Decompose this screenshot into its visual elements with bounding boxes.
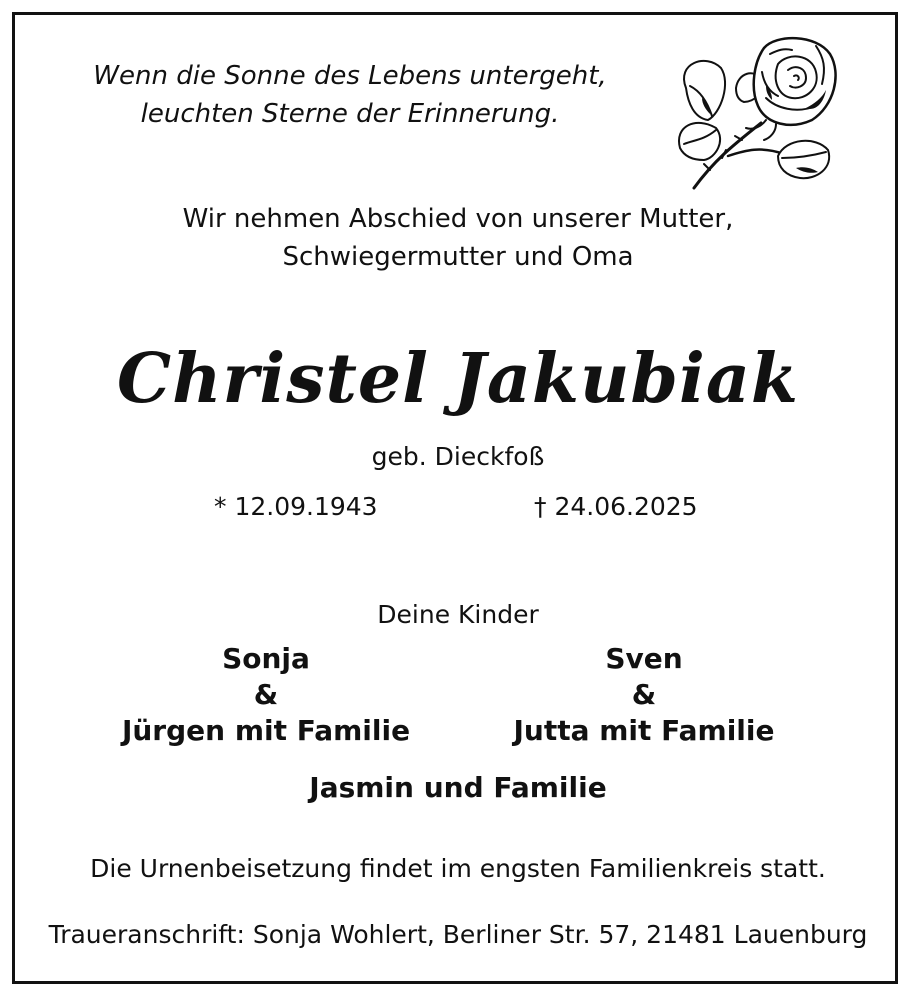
birth-name: geb. Dieckfoß	[371, 442, 545, 471]
mourning-address: Traueranschrift: Sonja Wohlert, Berliner Str. 57, 21481 Lauenburg	[48, 920, 868, 949]
child-right-partner: Jutta mit Familie	[513, 714, 775, 747]
child-left-ampersand: &	[253, 678, 279, 711]
child-right-name: Sven	[605, 642, 683, 675]
child-left-partner: Jürgen mit Familie	[121, 714, 411, 747]
intro-line-1: Wir nehmen Abschied von unserer Mutter,	[182, 204, 734, 234]
death-date: † 24.06.2025	[534, 492, 698, 521]
motto-line-2: leuchten Sterne der Erinnerung.	[140, 99, 560, 129]
child-left-name: Sonja	[222, 642, 310, 675]
motto-line-1: Wenn die Sonne des Lebens untergeht,	[93, 61, 607, 91]
birth-date: * 12.09.1943	[214, 492, 378, 521]
grandchild-family: Jasmin und Familie	[309, 771, 607, 804]
deceased-name: Christel Jakubiak	[116, 339, 800, 419]
child-right-ampersand: &	[631, 678, 657, 711]
rose-icon	[666, 28, 846, 196]
children-label: Deine Kinder	[377, 600, 539, 629]
burial-notice: Die Urnenbeisetzung findet im engsten Familienkreis statt.	[90, 854, 826, 883]
intro-line-2: Schwiegermutter und Oma	[282, 242, 634, 272]
